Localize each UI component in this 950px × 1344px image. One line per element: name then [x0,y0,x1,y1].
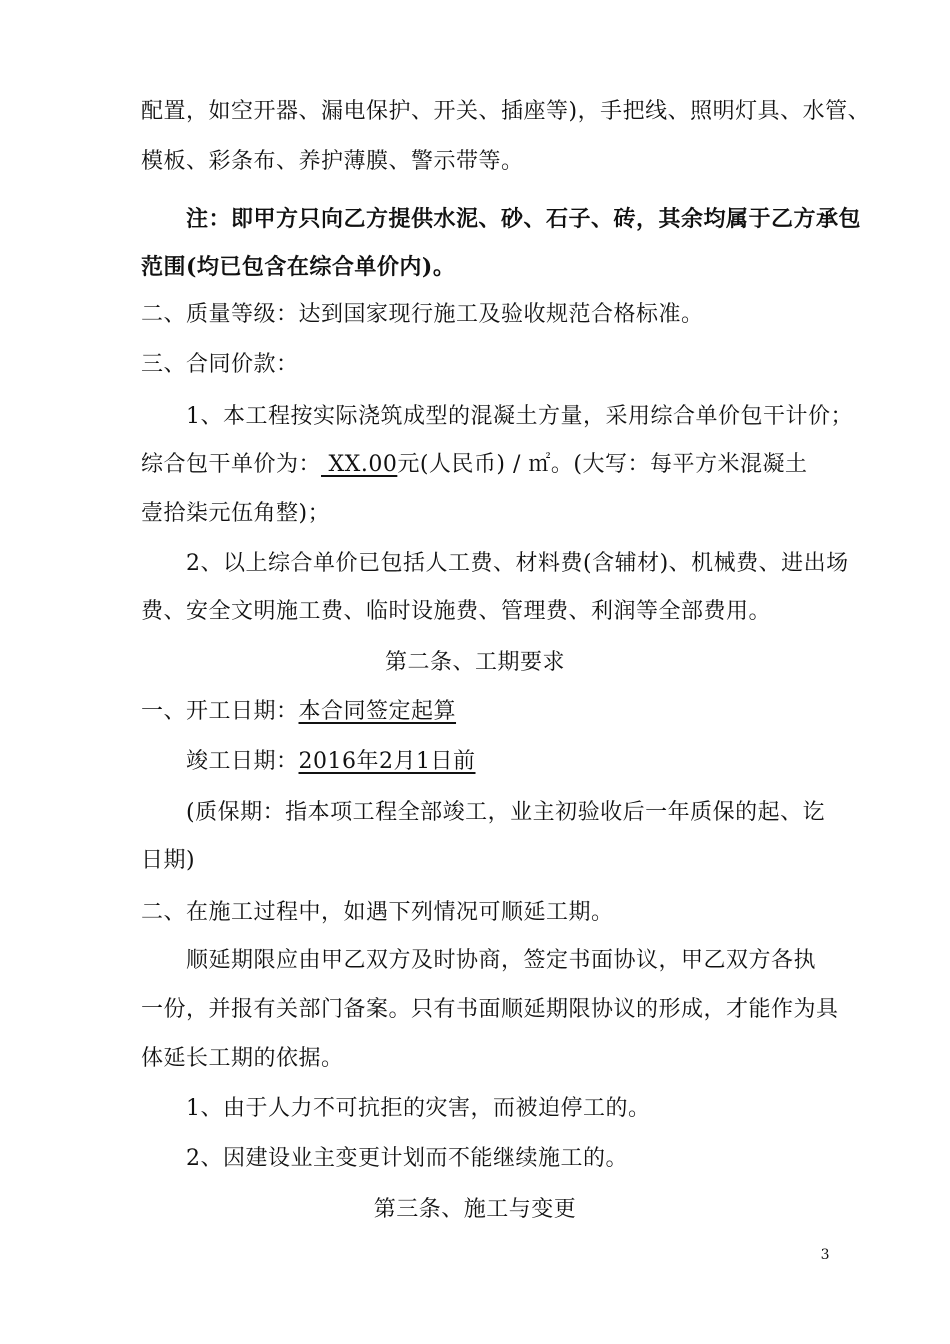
price-clause-2-line-1: 2、以上综合单价已包括人工费、材料费(含辅材)、机械费、进出场 [186,551,849,576]
note-line-2: 范围(均已包含在综合单价内)。 [141,254,456,280]
extension-case-2: 2、因建设业主变更计划而不能继续施工的。 [186,1146,628,1171]
extension-case-1: 1、由于人力不可抗拒的灾害，而被迫停工的。 [186,1096,651,1121]
extension-line-3: 体延长工期的依据。 [141,1046,344,1071]
unit-price-label: 综合包干单价为： [141,452,322,477]
article-2-heading: 第二条、工期要求 [384,650,565,675]
start-date-line [141,698,456,726]
text-line-materials-1: 配置，如空开器、漏电保护、开关、插座等)，手把线、照明灯具、水管、 [141,99,871,124]
completion-date-value: 2016年2月1日前 [298,749,476,774]
warranty-line-2: 日期) [141,848,196,873]
extension-line-1: 顺延期限应由甲乙双方及时协商，签定书面协议，甲乙双方各执 [186,948,817,973]
warranty-line-1: (质保期：指本项工程全部竣工，业主初验收后一年质保的起、讫 [186,800,826,825]
note-line-1: 注：即甲方只向乙方提供水泥、砂、石子、砖，其余均属于乙方承包 [186,206,862,232]
price-clause-1-line-3: 壹拾柒元伍角整)； [141,501,331,526]
completion-date-line [186,748,476,776]
article-3-heading: 第三条、施工与变更 [373,1197,577,1222]
contract-price-heading: 三、合同价款： [141,352,299,377]
page-number: 3 [820,1247,830,1263]
quality-grade-line: 二、质量等级：达到国家现行施工及验收规范合格标准。 [141,302,704,327]
price-clause-2-line-2: 费、安全文明施工费、临时设施费、管理费、利润等全部费用。 [141,599,772,624]
price-clause-1-line-1: 1、本工程按实际浇筑成型的混凝土方量，采用综合单价包干计价； [186,404,853,429]
price-clause-1-line-2 [141,451,807,479]
text-line-materials-2: 模板、彩条布、养护薄膜、警示带等。 [141,149,524,174]
extension-heading: 二、在施工过程中，如遇下列情况可顺延工期。 [141,900,614,925]
unit-price-value: XX.00 [321,452,398,477]
extension-line-2: 一份，并报有关部门备案。只有书面顺延期限协议的形成，才能作为具 [141,997,839,1022]
start-date-value: 本合同签定起算 [298,699,457,724]
start-date-label: 一、开工日期： [141,699,299,724]
completion-date-label: 竣工日期： [186,749,299,774]
unit-price-suffix: 元(人民币) / ㎡。(大写：每平方米混凝土 [397,452,808,477]
